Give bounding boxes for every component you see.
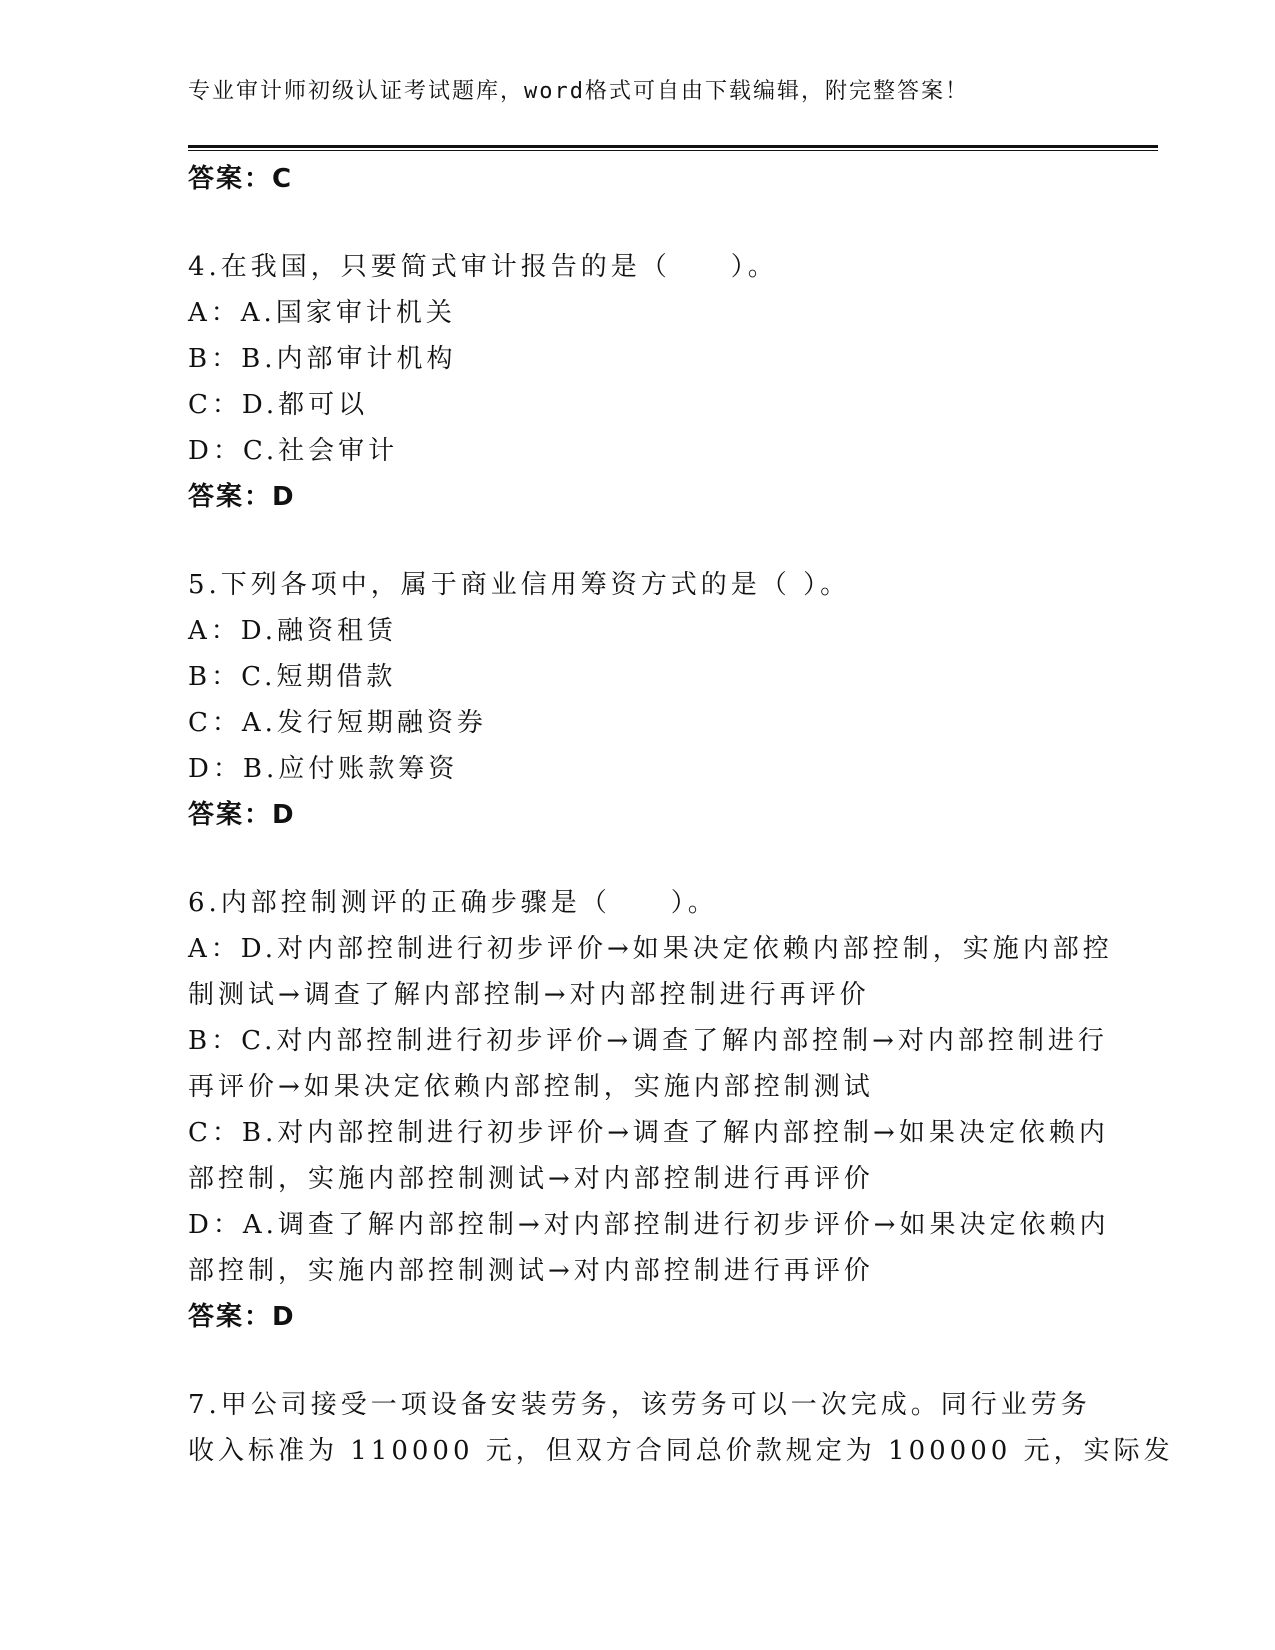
page-header: 专业审计师初级认证考试题库，word格式可自由下载编辑，附完整答案！ bbox=[188, 79, 969, 104]
spacer bbox=[188, 520, 1088, 562]
option-c: C：A.发行短期融资券 bbox=[188, 708, 487, 738]
option-a-line-2: 制测试→调查了解内部控制→对内部控制进行再评价 bbox=[188, 980, 870, 1010]
option-d: D：B.应付账款筹资 bbox=[188, 754, 459, 784]
question-block bbox=[188, 244, 1088, 520]
answer-line: 答案：C bbox=[188, 164, 294, 194]
question-stem-line-2: 收入标准为 110000 元，但双方合同总价款规定为 100000 元，实际发 bbox=[188, 1436, 1174, 1466]
answer-line: 答案：D bbox=[188, 482, 296, 512]
option-b-line-2: 再评价→如果决定依赖内部控制，实施内部控制测试 bbox=[188, 1072, 874, 1102]
question-stem: 6.内部控制测评的正确步骤是（ ）。 bbox=[188, 888, 718, 918]
option-a: A：D.融资租赁 bbox=[188, 616, 397, 646]
question-stem: 4.在我国，只要简式审计报告的是（ ）。 bbox=[188, 252, 778, 282]
option-d: D：C.社会审计 bbox=[188, 436, 399, 466]
question-stem: 5.下列各项中，属于商业信用筹资方式的是（ ）。 bbox=[188, 570, 851, 600]
spacer bbox=[188, 838, 1088, 880]
question-list bbox=[188, 156, 1174, 1474]
answer-line: 答案：D bbox=[188, 800, 296, 830]
option-b-line-1: B：C.对内部控制进行初步评价→调查了解内部控制→对内部控制进行 bbox=[188, 1026, 1108, 1056]
option-d-line-2: 部控制，实施内部控制测试→对内部控制进行再评价 bbox=[188, 1256, 874, 1286]
header-rule-thick bbox=[188, 145, 1158, 148]
spacer bbox=[188, 202, 1088, 244]
option-c-line-1: C：B.对内部控制进行初步评价→调查了解内部控制→如果决定依赖内 bbox=[188, 1118, 1109, 1148]
option-c-line-2: 部控制，实施内部控制测试→对内部控制进行再评价 bbox=[188, 1164, 874, 1194]
option-d-line-1: D：A.调查了解内部控制→对内部控制进行初步评价→如果决定依赖内 bbox=[188, 1210, 1110, 1240]
question-block bbox=[188, 1382, 1174, 1474]
spacer bbox=[188, 1340, 1088, 1382]
option-b: B：B.内部审计机构 bbox=[188, 344, 457, 374]
header-rule-thin bbox=[188, 150, 1158, 151]
question-stem-line-1: 7.甲公司接受一项设备安装劳务，该劳务可以一次完成。同行业劳务 bbox=[188, 1390, 1091, 1420]
answer-line: 答案：D bbox=[188, 1302, 296, 1332]
option-b: B：C.短期借款 bbox=[188, 662, 397, 692]
option-a: A：A.国家审计机关 bbox=[188, 298, 456, 328]
question-block bbox=[188, 880, 1113, 1340]
question-block bbox=[188, 562, 1088, 838]
option-c: C：D.都可以 bbox=[188, 390, 369, 420]
option-a-line-1: A：D.对内部控制进行初步评价→如果决定依赖内部控制，实施内部控 bbox=[188, 934, 1113, 964]
